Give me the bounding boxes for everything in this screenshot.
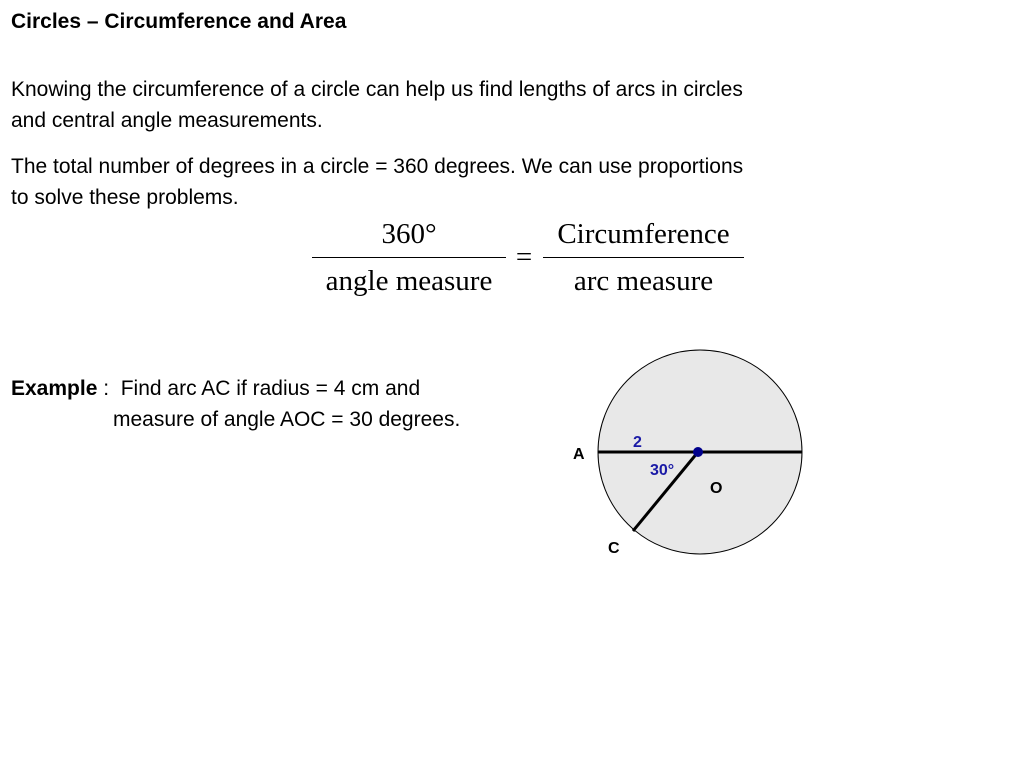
example-block (11, 373, 460, 435)
example-separator: : (97, 377, 121, 400)
center-point (693, 447, 703, 457)
example-line-2: measure of angle AOC = 30 degrees. (113, 408, 461, 431)
right-fraction (543, 214, 744, 306)
point-o-label: O (710, 480, 723, 497)
point-a-label: A (573, 446, 585, 463)
segment-length-label: 2 (633, 434, 642, 451)
example-line-1: Find arc AC if radius = 4 cm and (120, 377, 421, 400)
degrees-paragraph (11, 151, 911, 213)
left-denominator: angle measure (325, 265, 493, 297)
slide-title: Circles – Circumference and Area (11, 10, 347, 33)
right-numerator: Circumference (557, 218, 730, 250)
equals-sign: = (515, 241, 533, 273)
left-numerator: 360° (381, 218, 437, 250)
left-fraction (312, 214, 506, 306)
circle-diagram (560, 340, 820, 570)
intro-paragraph (11, 74, 911, 136)
example-label: Example (11, 377, 98, 400)
right-denominator: arc measure (573, 265, 714, 297)
degrees-line-1: The total number of degrees in a circle = 360 degrees. We can use proportions (11, 155, 744, 178)
left-fraction-bar (312, 257, 506, 258)
intro-line-2: and central angle measurements. (11, 109, 323, 132)
intro-line-1: Knowing the circumference of a circle can help us find lengths of arcs in circles (11, 78, 743, 101)
proportion-formula (312, 214, 748, 306)
angle-label: 30° (650, 462, 675, 479)
point-c-label: C (608, 540, 620, 557)
right-fraction-bar (543, 257, 744, 258)
degrees-line-2: to solve these problems. (11, 186, 239, 209)
